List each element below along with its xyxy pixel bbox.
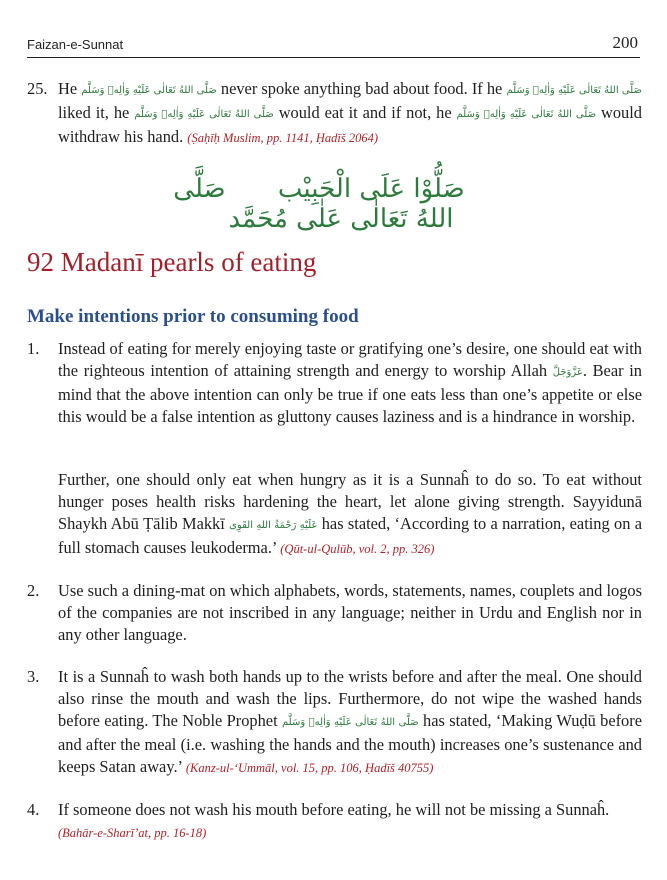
book-title: Faizan-e-Sunnat (27, 37, 124, 52)
honorific-calligraphy: صَلَّى اللهُ تَعَالٰى عَلَيْهِ وَاٰلِهٖ وَسَلَّم (81, 85, 217, 96)
text-segment: Instead of eating for merely enjoying taste or gratifying one’s desire, one should eat with the righteous intention of attaining strength and energy to worship Allah (58, 339, 642, 380)
citation: (Bahār-e-Sharī’at, pp. 16-18) (58, 826, 207, 840)
section-heading: 92 Madanī pearls of eating (27, 247, 317, 277)
item-text (58, 799, 642, 844)
paragraph (58, 469, 642, 560)
text-segment: He (58, 79, 82, 98)
item-text (58, 78, 642, 149)
page-number: 200 (612, 33, 638, 52)
text-segment: Further, one should only eat when hungry as it is a Sunnaĥ to do so. To eat without hunger poses health risks hardening the heart, let alone giving strength. Sayyidunā Shaykh Abū Ṭālib Makkī (58, 470, 642, 533)
item-number: 4. (27, 800, 40, 819)
text-segment: has stated, ‘Making Wuḍū before and after the meal (i.e. washing the hands and the mouth) increases one’s sustenance and keeps Satan away.’ (58, 711, 642, 776)
subsection-heading: Make intentions prior to consuming food (27, 306, 359, 327)
rahmatullah-calligraphy: عَلَيْهِ رَحْمَةُ اللهِ القَوِى (229, 520, 318, 531)
text-segment: . Bear in mind that the above intention can only be true if one eats less than one’s appetite or else this would be a false intention as gluttony causes laziness and is a hindrance in worship. (58, 361, 642, 426)
item-number: 1. (27, 339, 40, 358)
calligraphy-left: صَلَّى اللهُ تَعَالٰى عَلٰى مُحَمَّد (173, 174, 454, 234)
text-segment: would withdraw his hand. (58, 103, 642, 146)
calligraphy-right: صَلُّوْا عَلَى الْحَبِيْب (277, 174, 465, 204)
honorific-calligraphy: صَلَّى اللهُ تَعَالٰى عَلَيْهِ وَاٰلِهٖ وَسَلَّم (506, 85, 642, 96)
salutation-calligraphy (160, 174, 500, 234)
item-text: Use such a dining-mat on which alphabets, words, statements, names, couplets and logos of the companies are not inscribed in any language; neither in Urdu and English nor in any other language. (58, 581, 642, 644)
item-text (58, 666, 642, 779)
item-number: 25. (27, 79, 48, 98)
citation: (Kanz-ul-‘Ummāl, vol. 15, pp. 106, Ḥadīš 40755) (185, 761, 434, 775)
list-item-25 (27, 78, 642, 149)
list-item-1 (27, 338, 642, 428)
honorific-calligraphy: صَلَّى اللهُ تَعَالٰى عَلَيْهِ وَاٰلِهٖ وَسَلَّم (456, 109, 597, 120)
page-header (27, 33, 640, 58)
text-segment: has stated, ‘According to a narration, eating on a full stomach causes leukoderma.’ (58, 514, 642, 557)
text-segment: It is a Sunnaĥ to wash both hands up to the wrists before and after the meal. One should also rinse the mouth and wash the lips. Furthermore, do not wipe the washed hands before eating. The Noble Prophet (58, 667, 642, 730)
text-segment: If someone does not wash his mouth before eating, he will not be missing a Sunnaĥ. (58, 800, 610, 819)
item-number: 2. (27, 581, 40, 600)
citation: (Ṣaḥīḥ Muslim, pp. 1141, Ḥadīš 2064) (187, 131, 379, 145)
text-segment: never spoke anything bad about food. If he (216, 79, 507, 98)
list-item-2 (27, 580, 642, 646)
azza-wa-jal-calligraphy: عَزَّوَجَلَّ (552, 367, 583, 378)
item-number: 3. (27, 667, 40, 686)
text-segment: would eat it and if not, he (273, 103, 457, 122)
list-item-3 (27, 666, 642, 779)
list-item-4 (27, 799, 642, 844)
citation: (Qūt-ul-Qulūb, vol. 2, pp. 326) (280, 542, 435, 556)
item-text (58, 338, 642, 428)
honorific-calligraphy: صَلَّى اللهُ تَعَالٰى عَلَيْهِ وَاٰلِهٖ وَسَلَّم (281, 717, 419, 728)
text-segment: liked it, he (58, 103, 135, 122)
honorific-calligraphy: صَلَّى اللهُ تَعَالٰى عَلَيْهِ وَاٰلِهٖ وَسَلَّم (134, 109, 274, 120)
